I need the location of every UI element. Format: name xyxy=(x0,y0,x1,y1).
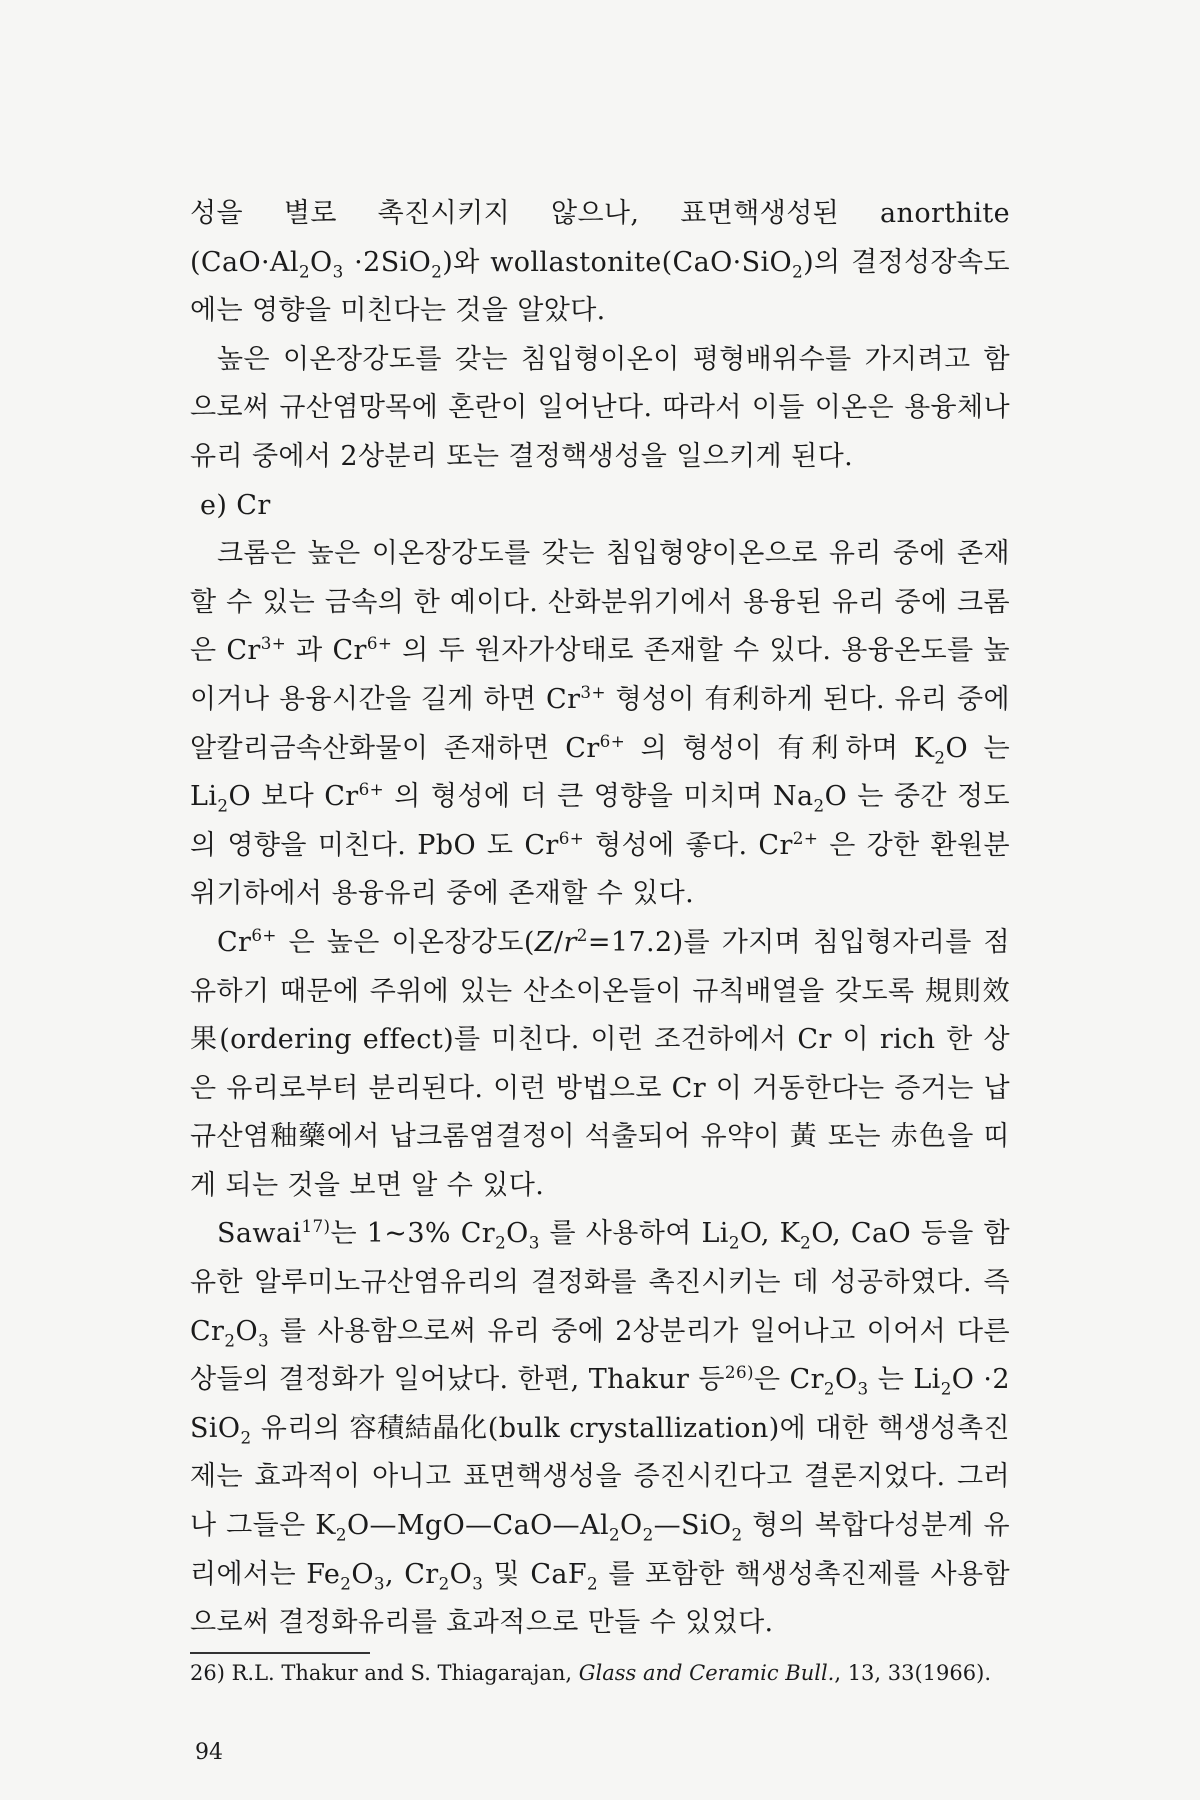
footnote-divider xyxy=(190,1652,370,1654)
footnote-26: 26) R.L. Thakur and S. Thiagarajan, Glass and Ceramic Bull., 13, 33(1966). xyxy=(190,1661,991,1685)
page-number: 94 xyxy=(195,1740,223,1765)
paragraph-chromium-valence: 크롬은 높은 이온장강도를 갖는 침입형양이온으로 유리 중에 존재할 수 있는 금속의 한 예이다. 산화분위기에서 용융된 유리 중에 크롬은 $Cr^{3+}$ 과 $Cr^{6+}$ 의 두 원자가상태로 존재할 수 있다. 용융온도를 높이거나 용융시간을 길게 하면 $Cr^{3+}$ 형성이 有利하게 된다. 유리 중에 알칼리금속산화물이 존재하면 $Cr^{6+}$ 의 형성이 有利하며 $K_2O$ 는 $Li_2O$ 보다 $Cr^{6+}$ 의 형성에 더 큰 영향을 미치며 $Na_2O$ 는 중간 정도의 영향을 미친다. PbO 도 $Cr^{6+}$ 형성에 좋다. $Cr^{2+}$ 은 강한 환원분위기하에서 용융유리 중에 존재할 수 있다. xyxy=(190,538,1010,910)
paragraph-ion-field-strength: 높은 이온장강도를 갖는 침입형이온이 평형배위수를 가지려고 함으로써 규산염망목에 혼란이 일어난다. 따라서 이들 이온은 용융체나 유리 중에서 2상분리 또는 결정핵생성을 일으키게 된다. xyxy=(190,343,1010,472)
body-text xyxy=(190,190,1010,1648)
section-heading-cr: e) Cr xyxy=(200,489,271,521)
paragraph-continuation: 성을 별로 촉진시키지 않으나, 표면핵생성된 anorthite $(CaO\cdot Al_2O_3 \cdot 2SiO_2)$와 wollastonite(CaO·SiO$_2$)의 결정성장속도에는 영향을 미친다는 것을 알았다. xyxy=(190,198,1010,327)
paragraph-sawai-thakur: Sawai$^{17)}$는 1~3% $Cr_2O_3$ 를 사용하여 $Li_2O$, $K_2O$, CaO 등을 함유한 알루미노규산염유리의 결정화를 촉진시키는 데 성공하였다. 즉 $Cr_2O_3$ 를 사용함으로써 유리 중에 2상분리가 일어나고 이어서 다른 상들의 결정화가 일어났다. 한편, Thakur 등$^{26)}$은 $Cr_2O_3$ 는 $Li_2O \cdot 2$ SiO$_2$ 유리의 容積結晶化(bulk crystallization)에 대한 핵생성촉진제는 효과적이 아니고 표면핵생성을 증진시킨다고 결론지었다. 그러나 그들은 $K_2O—MgO—CaO—Al_2O_2—SiO_2$ 형의 복합다성분계 유리에서는 $Fe_2O_3$, $Cr_2O_3$ 및 CaF$_2$ 를 포함한 핵생성촉진제를 사용함으로써 결정화유리를 효과적으로 만들 수 있었다. xyxy=(190,1216,1010,1639)
paragraph-cr6-ordering: $Cr^{6+}$ 은 높은 이온장강도$(Z/r^2=17.2)$를 가지며 침입형자리를 점유하기 때문에 주위에 있는 산소이온들이 규칙배열을 갖도록 規則效果(ordering effect)를 미친다. 이런 조건하에서 Cr 이 rich 한 상은 유리로부터 분리된다. 이런 방법으로 Cr 이 거동한다는 증거는 납규산염釉藥에서 납크롬염결정이 석출되어 유약이 黃 또는 赤色을 띠게 되는 것을 보면 알 수 있다. xyxy=(190,924,1010,1201)
